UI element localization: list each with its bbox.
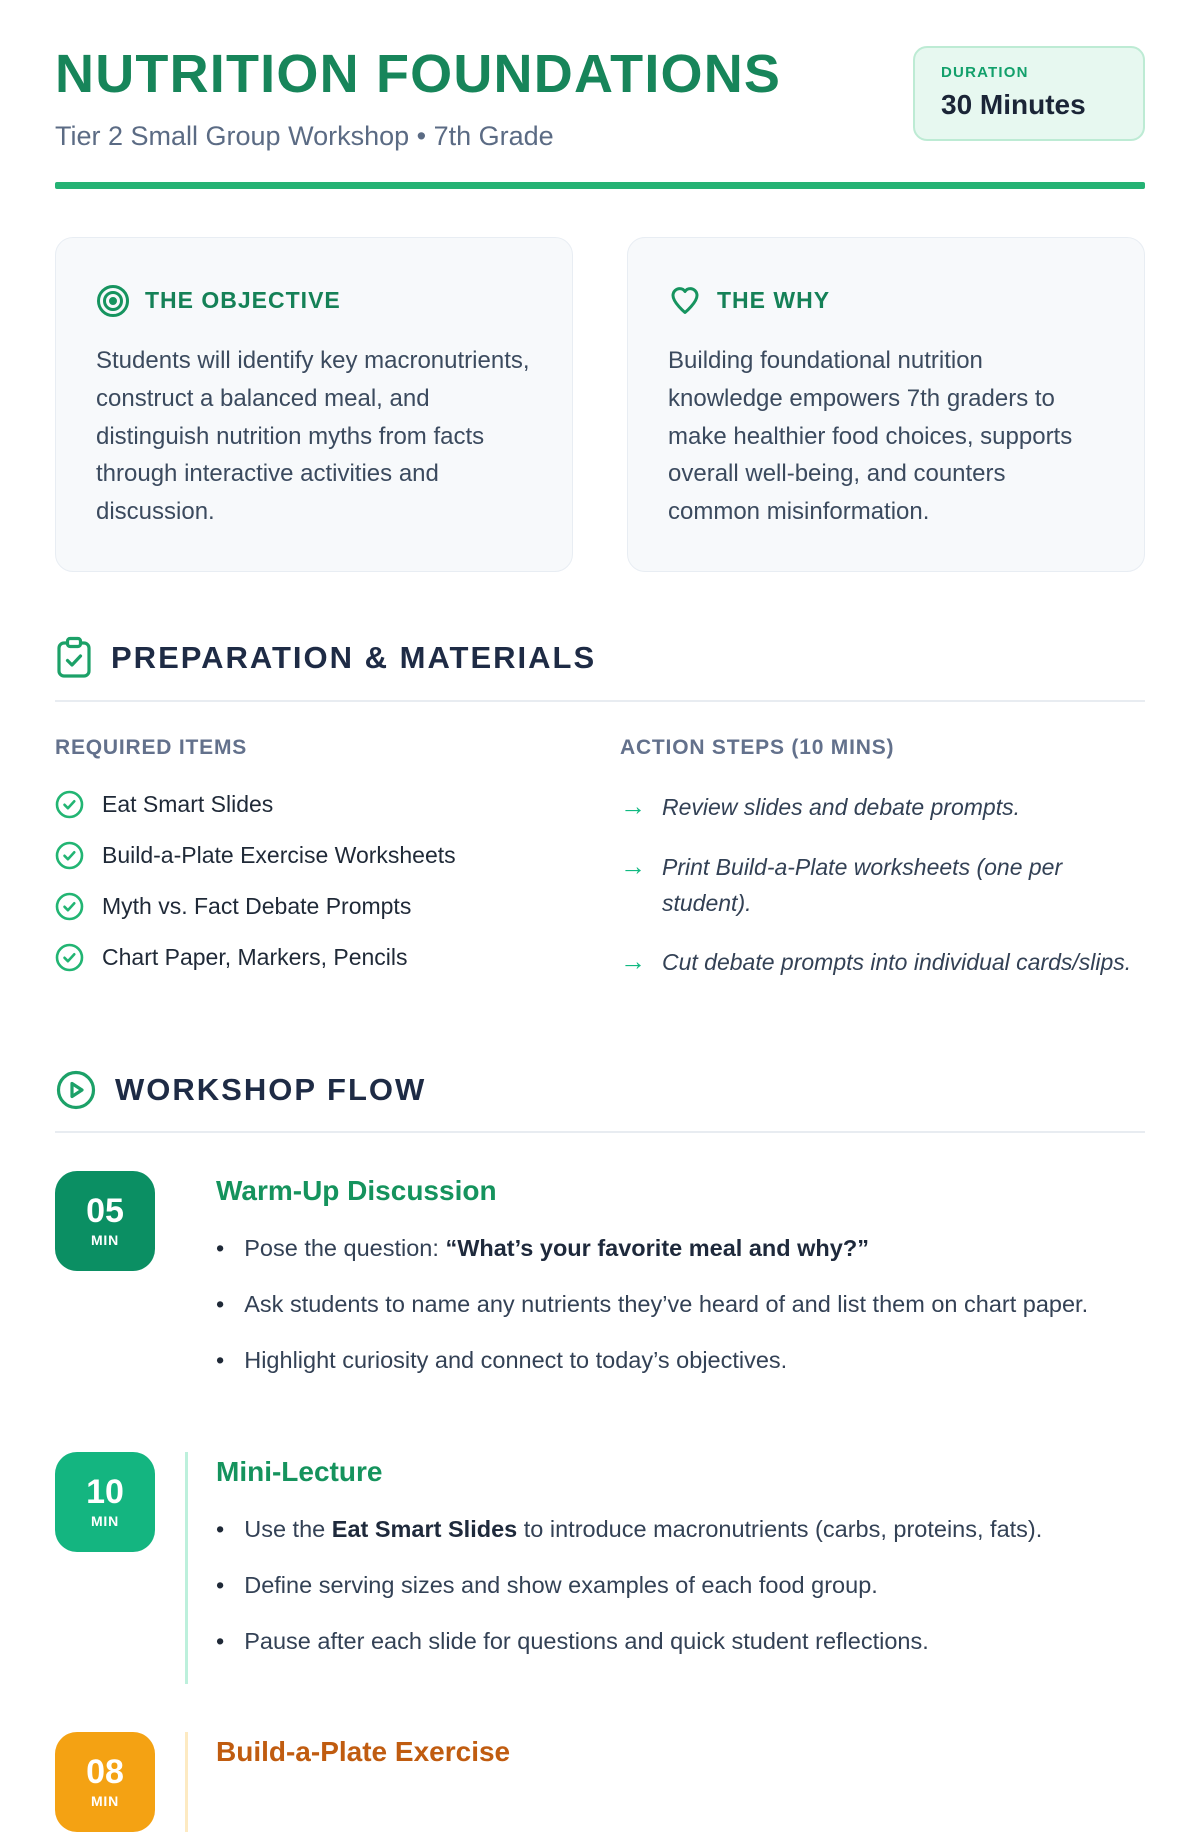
arrow-right-icon: → xyxy=(620,791,646,822)
arrow-right-icon: → xyxy=(620,946,646,977)
target-icon xyxy=(96,284,130,318)
bullet-dot: • xyxy=(216,1347,225,1374)
title-rule xyxy=(55,182,1145,189)
action-step-text: Cut debate prompts into individual cards/slips. xyxy=(662,949,1132,976)
bullet-dot: • xyxy=(216,1234,225,1261)
activity-body xyxy=(185,1171,1145,1404)
required-item xyxy=(55,943,560,972)
activity-title: Build-a-Plate Exercise xyxy=(216,1736,511,1768)
required-item-text: Myth vs. Fact Debate Prompts xyxy=(102,893,412,920)
required-item xyxy=(55,841,560,870)
action-step xyxy=(620,790,1145,826)
clipboard-check-icon xyxy=(55,636,93,680)
activity xyxy=(55,1732,1145,1832)
activity-min-label: MIN xyxy=(90,1231,120,1248)
objective-card-head xyxy=(96,284,532,318)
activity-minutes: 05 xyxy=(86,1191,124,1230)
activity xyxy=(55,1171,1145,1404)
why-card-body: Building foundational nutrition knowledge empowers 7th graders to make healthier food choices, supports overall well-being, and counters common misinformation. xyxy=(668,346,1073,526)
bullet-dot: • xyxy=(216,1515,225,1542)
check-circle-icon xyxy=(55,943,84,972)
bullet-dot: • xyxy=(216,1628,225,1655)
bullet-text: Ask students to name any nutrients they’ve heard of and list them on chart paper. xyxy=(244,1291,1089,1318)
activities-list xyxy=(55,1171,1145,1832)
play-circle-icon xyxy=(55,1069,97,1111)
activity-min-label: MIN xyxy=(90,1512,120,1529)
activity-bullet xyxy=(216,1343,1145,1378)
summary-cards xyxy=(55,237,1145,573)
activity-body xyxy=(185,1732,1145,1832)
activity-bullet xyxy=(216,1512,1145,1547)
activity-bullets xyxy=(216,1512,1145,1660)
duration-value: 30 Minutes xyxy=(941,89,1086,120)
arrow-right-icon: → xyxy=(620,850,646,881)
preparation-section xyxy=(55,636,1145,1005)
objective-card-title: THE OBJECTIVE xyxy=(145,287,341,314)
bullet-text: Use the Eat Smart Slides to introduce macronutrients (carbs, proteins, fats). xyxy=(244,1515,1043,1542)
page-title: NUTRITION FOUNDATIONS xyxy=(55,44,782,104)
why-card-head xyxy=(668,284,1104,318)
duration-label: DURATION xyxy=(941,64,1029,81)
action-step xyxy=(620,945,1145,981)
activity-bullets xyxy=(216,1231,1145,1379)
required-item xyxy=(55,892,560,921)
bullet-dot: • xyxy=(216,1571,225,1598)
preparation-grid xyxy=(55,736,1145,1005)
section-divider xyxy=(55,1131,1145,1133)
section-divider xyxy=(55,700,1145,702)
action-steps-list xyxy=(620,790,1145,981)
activity-duration-badge xyxy=(55,1452,155,1552)
preparation-section-head xyxy=(55,636,1145,680)
workshop-flow-section xyxy=(55,1069,1145,1832)
activity-body xyxy=(185,1452,1145,1685)
bullet-text: Pause after each slide for questions and quick student reflections. xyxy=(244,1628,929,1655)
required-item-text: Chart Paper, Markers, Pencils xyxy=(102,944,408,971)
activity-bullet xyxy=(216,1568,1145,1603)
workshop-flow-title: WORKSHOP FLOW xyxy=(115,1071,427,1107)
required-items-column xyxy=(55,736,560,1005)
action-step xyxy=(620,850,1145,921)
required-item xyxy=(55,790,560,819)
header-text xyxy=(55,46,781,152)
bullet-text: Highlight curiosity and connect to today’s objectives. xyxy=(244,1347,788,1374)
required-item-text: Eat Smart Slides xyxy=(102,791,274,818)
activity-minutes: 10 xyxy=(86,1472,124,1511)
activity-duration-badge xyxy=(55,1171,155,1271)
activity-bullet xyxy=(216,1231,1145,1266)
action-steps-label: ACTION STEPS (10 MINS) xyxy=(620,736,895,760)
activity xyxy=(55,1452,1145,1685)
activity-duration-badge xyxy=(55,1732,155,1832)
activity-min-label: MIN xyxy=(90,1793,120,1810)
activity-title: Mini-Lecture xyxy=(216,1455,383,1487)
check-circle-icon xyxy=(55,841,84,870)
objective-card xyxy=(55,237,573,573)
activity-bullet xyxy=(216,1624,1145,1659)
bullet-dot: • xyxy=(216,1291,225,1318)
check-circle-icon xyxy=(55,892,84,921)
duration-badge xyxy=(913,46,1145,141)
required-items-list xyxy=(55,790,560,972)
required-item-text: Build-a-Plate Exercise Worksheets xyxy=(102,842,456,869)
page-subtitle: Tier 2 Small Group Workshop • 7th Grade xyxy=(55,120,554,151)
bullet-text: Define serving sizes and show examples of each food group. xyxy=(244,1571,878,1598)
activity-minutes: 08 xyxy=(86,1753,124,1792)
activity-title: Warm-Up Discussion xyxy=(216,1174,497,1206)
workshop-flow-head xyxy=(55,1069,1145,1111)
action-step-text: Print Build-a-Plate worksheets (one per student). xyxy=(662,853,1063,916)
action-step-text: Review slides and debate prompts. xyxy=(662,794,1020,821)
heart-icon xyxy=(668,284,702,318)
activity-bullet xyxy=(216,1287,1145,1322)
check-circle-icon xyxy=(55,790,84,819)
why-card xyxy=(627,237,1145,573)
action-steps-column xyxy=(620,736,1145,1005)
header xyxy=(55,46,1145,152)
why-card-title: THE WHY xyxy=(717,287,831,314)
bullet-text: Pose the question: “What’s your favorite meal and why?” xyxy=(244,1234,869,1261)
required-items-label: REQUIRED ITEMS xyxy=(55,736,248,760)
objective-card-body: Students will identify key macronutrients, construct a balanced meal, and distinguish nutrition myths from facts through interactive activities and discussion. xyxy=(96,346,530,526)
preparation-title: PREPARATION & MATERIALS xyxy=(111,640,597,676)
